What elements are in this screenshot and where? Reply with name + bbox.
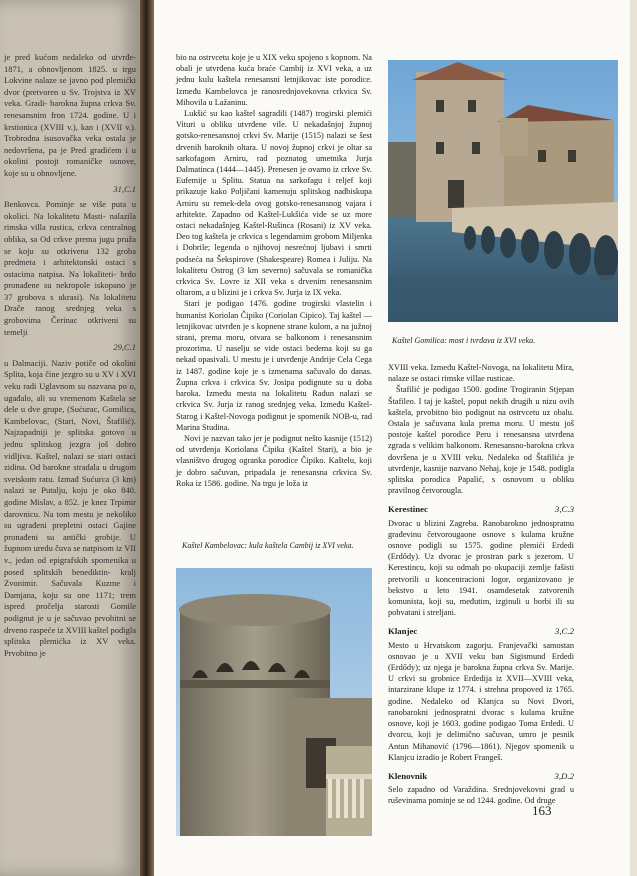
photo-kastel-kambelovac [176,568,372,836]
left-page-text [4,52,136,661]
entry-text: Dvorac u blizini Zagreba. Ranobarokno jednospratnu građevinu četvorougaone osnove s kulama kružne osnove podigli su 1575. godine plemići Erdedi (Erdődy). Uz dvorac je prostran park s jezerom. U Kerestincu, koji su odmah po okupaciji zemlje fašisti pretvorili u koncentracioni logor, organizovano je bekstvo u leto 1941. osamdesetak zatvorenih komunista, koji su, međutim, izginuli u borbi ili su pohvatani i streljani. [388,518,574,618]
round-tower-photo [176,568,372,836]
left-paragraph: u Dalmaciji. Naziv potiče od okolini Splita, koja čine jezgro su u XV i XVI veku radi Uglavnom su nazvana po o, ugađalo, ali su vremenom Kaštela se dele u dve grupe, (Sućurac, Gomilica, Kambelovac, (Stari, Novi, Štafilić). Najzapadniji je splitska gotovo u jednu splitskog jezgra još dobro vidljiva. Kaštel, nalazi se stari ostaci zidina. Od baroknе stradala u drugom svetskom ratu. Izmađ Sućurca (3 km) nalazi se Putalju, koju je oko 840. godine Mislav, a 852. je knez Trpimir darovnicu. Na tom mestu je nekoliko su ugrađeni prepletni ostaci Gajine pronađeni su antički grobije. U župnom uredu čuva se natpisom iz VII v., jedan od epigrafskih spomenika u posed splitskih benediktin- kralj Zvonimir. Sačuvala Kuzme i Damjana, koju su one 1171; trem ispred pročelja starosti Gomile podignut je u je sačuvao prvobitni se drveno raspeće iz XVIII kaštel podigla splitska plemićka iz XV veka. Prvobitno je [4,357,136,658]
left-paragraph: je pred kućom nedaleko od utvrđe- 1871, a obnovljenom 1825. u trgu Lokvine nalaze se javno pod plemićki dvor (pretvoren u Sv. Trojstva iz XV veka. Gradi- barokna župna crkva Sv. renesansnim fron 1724. godine. U i krstionica (XVIII v.), kan i (XVII v.). Trobrodna isusovačka veka ostala je nedovršena, pa je Pred gradićem i u okolini postoji romaničke osnove, koje su u obnovljene. [4,52,136,178]
entry-text: Selo zapadno od Varaždina. Srednjovekovni grad u ruševinama pominje se od 1244. godine. Od druge [388,785,574,806]
paragraph: Stari je podigao 1476. godine trogirski vlastelin i humanist Koriolan Čipiko (Coriolan Cipico). Taj kaštel — letnjikovac utvrđen je s kopnene strane kulom, a na južnoj strani, prema moru, otvara se balkonom i renesansnim prozorima. U naselju se vide ostaci bedema koji su ga nekad opasivali. U mestu je i utvrđenje Andrije Cela Cega iz 1487. godine koje je s izmenama sačuvalo do danas. Župna crkva i crkvica Sv. Josipa podignute su u doba baroka. Između mesta na lokalitetu Radun nalazi se crkvica Sv. Jurja iz ranog srednjeg veka. Između Kaštel-Starog i Kaštel-Novoga podignut je spomenik NOB-u, rad Marina Studina. [176,299,372,432]
photo-caption: Kaštel Kambelovac: kula kaštela Cambij iz XVI veka. [182,541,354,550]
map-reference: 3,C.2 [554,626,574,637]
paragraph: Štafilić je podigao 1500. godine Trogiranin Stjepan Štafileo. I taj je kaštel, poput nekih drugih u nizu ovih kaštela, prvobitno bio podignut na ostrvcetu uz obalu. Ostala je sačuvana kula prema moru. U mestu još postoje kaštel porodice Peru i renesansna utvrđena zgrada s velikim balkonom. Renesansno-barokna crkva dovršena je u XVIII veku. Nedaleko od Štafilića je utvrđenje, kasnije nazvano Nehaj, koje je 1548. podigla splitska porodica Papalić, s osnovom u obliku pravilnog četvorougla. [388,385,574,496]
left-paragraph: Benkovca. Pominje se više puta u okolici. Na lokalitetu Masti- nalazila rimska villa rustica, crkva centralnog oblika, sa Od crkve prema jugu pruža se koju su otkrivena 132 groba predmeta i arhitektonski ostaci s ostacima natpisa. Na lokaliteti- brdo pronađene su nekropole iskopano je 37 grobova s ukrasi). Na lokalitetu Drače ranog srednjeg veka s grobovima Čerinac otkriveni su temelji [4,199,136,337]
page-edge [630,0,637,876]
page-number: 163 [532,803,552,818]
paragraph: Lukšić su kao kaštel sagradili (1487) trogirski plemići Vituri u obliku utvrđene vile. U nekadašnjoj župnoj gotsko-renesansnoj crkvi Sv. Marije (1515) nalazi se šest drvenih baroknih oltara. U novoj župnoj crkvi je oltar sa sarkofagom Arniru, rad poznatog umetnika Jurja Dalmatinca (1444—1445). Prenesen je ovamo iz crkve Sv. Eufemije u Splitu. Statua na sarkofagu i reljef koji prikazuje kako Poljičani kamenuju splitskog nadbiskupa Arniru su remek-dela ovog gotsko-renesansnog vajara i arhitekte. Zapadno od Kaštel-Lukšića vide se uz more ostaci nekadašnjeg Kaštel-Rušinca (Rosani) iz XV veka. Deo tog kaštela je crkvica s legendarnim grobom Miljenka i Dobrile; legenda o njihovoj nesrećnoj ljubavi i smrti podseća na Šekspirove (Shakespeare) Romea i Juliju. Na lokalitetu Ostrog (3 km severno) sačuvala se romanička crkvica Sv. Lovre iz XII veka s drvenim renesansnim oltarom, a u blizini je i crkva Sv. Jurja iz IX veka. [176,109,372,298]
photo-kastel-gomilica [388,60,618,322]
text-column-1 [176,52,372,489]
paragraph: XVIII veka. Između Kaštel-Novoga, na lokalitetu Mira, nalaze se ostaci rimske villae rusticae. [388,363,574,384]
left-page [0,0,140,876]
entry-text: Mesto u Hrvatskom zagorju. Franjevački samostan osnovao je u XVII veku ban Sigismund Erdedi (Erdődy); uz njega je barokna župna crkva Sv. Marije. U crkvi su grobnice Erdedija iz XVII—XVIII veka, intarzirane klupe iz 1774. i strehna propoved iz 1765. godine. Nedaleko od Klanjca su Novi Dvori, ranobarokni jednospratni dvorac s kulama kružne osnove, koji je 1603. godine podigao Toma Erdedi. U dvorcu, koji je delimično sačuvan, umro je pesnik Antun Mihanović (1796—1861). Njegov spomenik u Klanjcu izradio je Robert Frangeš. [388,640,574,762]
map-reference: 3,D.2 [554,770,574,781]
entry-heading [388,626,574,637]
entry-name: Klenovnik [388,770,428,781]
text-column-2 [388,362,574,807]
map-reference: 31,C.1 [113,183,136,194]
map-reference: 3,C.3 [554,504,574,515]
entry-heading [388,504,574,515]
paragraph: Novi je nazvan tako jer je podignut nešto kasnije (1512) od utvrđenja Koriolana Čipika (Kaštel Stari), a bio je vlasništvo drugog ogranka porodice Čipiko. Kaštelu, koji je dobro sačuvan, pripadala je renesansna crkvica Sv. Roka iz 1586. godine. Na trgu je loža iz [176,433,372,488]
entry-name: Kerestinec [388,504,428,515]
entry-heading [388,771,574,782]
photo-caption: Kaštel Gomilica: most i tvrđava iz XVI veka. [392,336,536,345]
map-reference: 29,C.1 [113,342,136,353]
entry-name: Klanjec [388,626,418,637]
fortress-bridge-photo [388,60,618,322]
book-gutter [140,0,154,876]
paragraph: bio na ostrvcetu koje je u XIX veku spojeno s kopnom. Na obali je utvrđena kuća braće Cambij iz XVI veka, a uz jednu kulu kaštela renesansni letnjikovac iste porodice. Između Kambelovca je ranosrednjovekovna crkvica Sv. Mihovila u Lažaninu. [176,53,372,107]
